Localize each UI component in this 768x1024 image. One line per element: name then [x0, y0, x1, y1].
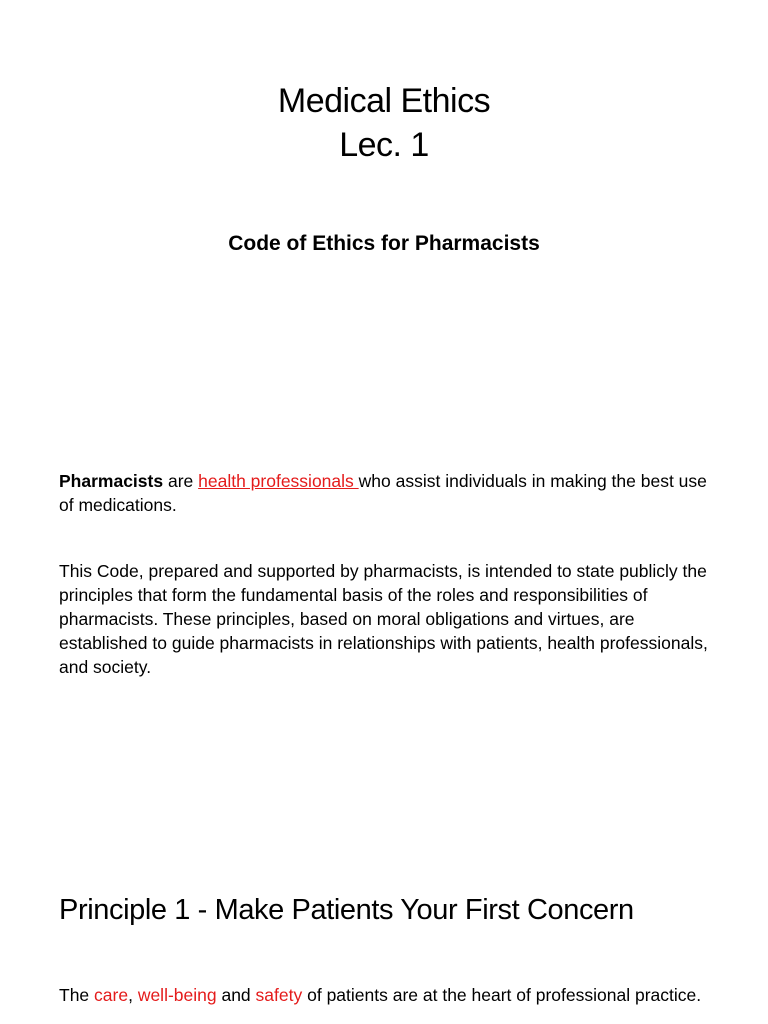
principle-1-paragraph: [59, 983, 719, 1007]
principle-1-heading: Principle 1 - Make Patients Your First Concern: [59, 894, 634, 926]
safety-highlight: safety: [255, 985, 303, 1005]
pharmacists-definition-paragraph: [59, 469, 719, 517]
para3-text-c: and: [216, 985, 256, 1005]
para3-text-d: of patients are at the heart of professional practice.: [302, 985, 702, 1005]
code-purpose-paragraph: This Code, prepared and supported by pharmacists, is intended to state publicly the principles that form the fundamental basis of the roles and responsibilities of pharmacists. These principles, based on moral obligations and virtues, are established to guide pharmacists in relationships with patients, health professionals, and society.: [59, 561, 708, 677]
well-being-highlight: well-being: [137, 985, 217, 1005]
title-line-2: Lec. 1: [339, 126, 429, 164]
slide-subtitle: Code of Ethics for Pharmacists: [228, 232, 540, 255]
care-highlight: care: [94, 985, 129, 1005]
title-line-1: Medical Ethics: [277, 82, 491, 120]
slide-title: [0, 79, 768, 167]
health-professionals-link[interactable]: health professionals: [198, 471, 359, 491]
para3-text-a: The: [59, 985, 95, 1005]
para3-text-b: ,: [128, 985, 138, 1005]
para1-text-a: are: [163, 471, 199, 491]
para1-text-b: who assist individuals in making the best use of medications.: [59, 471, 707, 515]
pharmacists-bold-word: Pharmacists: [59, 471, 164, 491]
